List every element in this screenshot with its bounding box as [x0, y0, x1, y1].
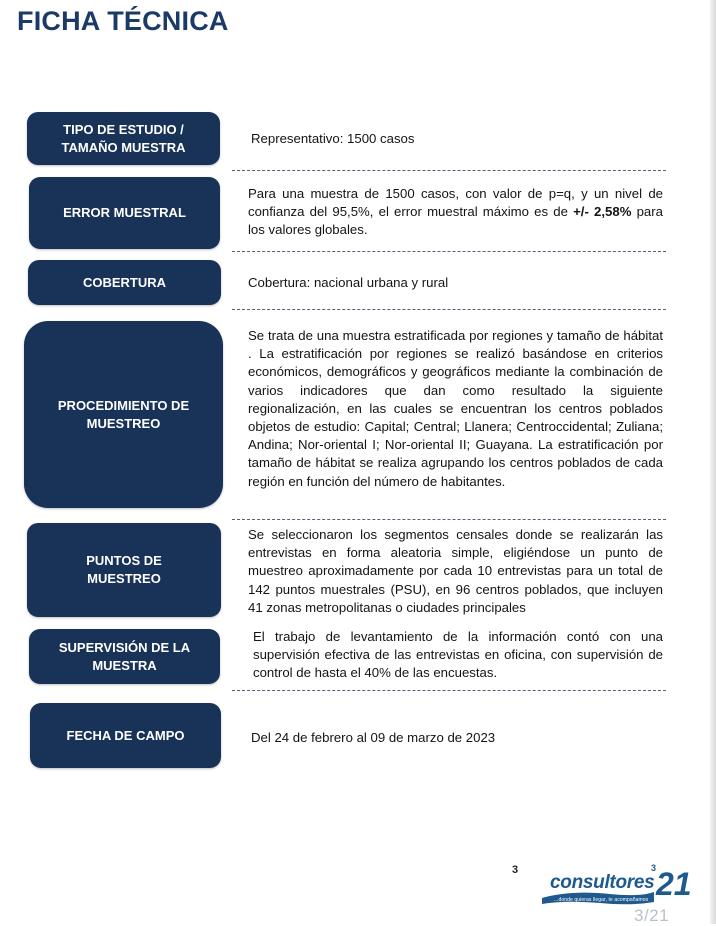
label-line: PROCEDIMIENTO DE [57, 397, 190, 413]
page-number: 3 [512, 864, 519, 876]
label-supervision [29, 629, 220, 684]
label-line: PUNTOS DE [86, 553, 162, 568]
label-cobertura [28, 260, 221, 305]
divider [232, 309, 666, 310]
label-line: TAMAÑO MUESTRA [61, 139, 186, 155]
page-edge [710, 0, 716, 924]
label-tipo-estudio [27, 112, 220, 165]
label-line: MUESTRA [92, 657, 157, 673]
text-cobertura: Cobertura: nacional urbana y rural [248, 275, 449, 290]
divider [232, 251, 666, 252]
text-procedimiento: Se trata de una muestra estratificada por regiones y tamaño de hábitat . La estratificación por regiones se realizó basándose en criterios económicos, demográficos y geográficos mediante la combinación de varios indicadores que dan como resultado la siguiente regionalización, en las cuales se encuentran los centros poblados objetos de estudio: Capital; Central; Llanera; Centroccidental; Zuliana; Andina; Nor-oriental I; Nor-oriental II; Guayana. La estratificación por tamaño de hábitat se realiza agrupando los centros poblados de cada región en función del número de habitantes. [248, 328, 663, 489]
text-segment: para los valores globales. [248, 204, 663, 238]
label-line: SUPERVISIÓN DE LA [58, 639, 191, 655]
company-logo [540, 863, 700, 922]
label-line: MUESTREO [87, 571, 161, 586]
text-error-muestral [248, 185, 663, 240]
text-puntos-muestreo: Se seleccionaron los segmentos censales donde se realizarán las entrevistas en forma aleatoria simple, eligiéndose un punto de muestreo aproximadamente por cada 10 entrevistas para un total de 142 puntos muestrales (PSU), en 96 centros poblados, que incluyen 41 zonas metropolitanas o ciudades principales [248, 527, 663, 615]
label-puntos-muestreo [27, 523, 221, 617]
label-line: MUESTREO [86, 415, 161, 431]
page-title: FICHA TÉCNICA [17, 6, 229, 36]
logo-number: 21 [656, 866, 692, 902]
text-supervision: El trabajo de levantamiento de la información contó con una supervisión efectiva de las entrevistas en oficina, con supervisión de control de hasta el 40% de las encuestas. [253, 629, 663, 681]
logo-superscript: 3 [651, 863, 657, 873]
divider [232, 690, 666, 691]
label-error-muestral [29, 177, 220, 249]
divider [232, 519, 666, 520]
label-fecha-campo [30, 703, 221, 768]
logo-word: consultores [550, 872, 655, 893]
text-tipo-estudio: Representativo: 1500 casos [251, 131, 415, 146]
label-line: TIPO DE ESTUDIO / [63, 121, 184, 137]
logo-tagline: ...donde quieras llegar, te acompañamos [554, 897, 649, 903]
divider [232, 170, 666, 171]
error-value: +/- 2,58% [573, 204, 632, 220]
label-line: COBERTURA [82, 274, 167, 290]
label-line: ERROR MUESTRAL [63, 205, 186, 220]
text-fecha-campo: Del 24 de febrero al 09 de marzo de 2023 [251, 730, 496, 745]
label-procedimiento [24, 321, 223, 508]
text-segment: Para una muestra de 1500 casos, con valor de p=q, y un nivel de confianza del 95,5%, el error muestral máximo es de [248, 186, 663, 220]
label-line: FECHA DE CAMPO [66, 727, 185, 743]
page-indicator: 3/21 [634, 906, 670, 925]
